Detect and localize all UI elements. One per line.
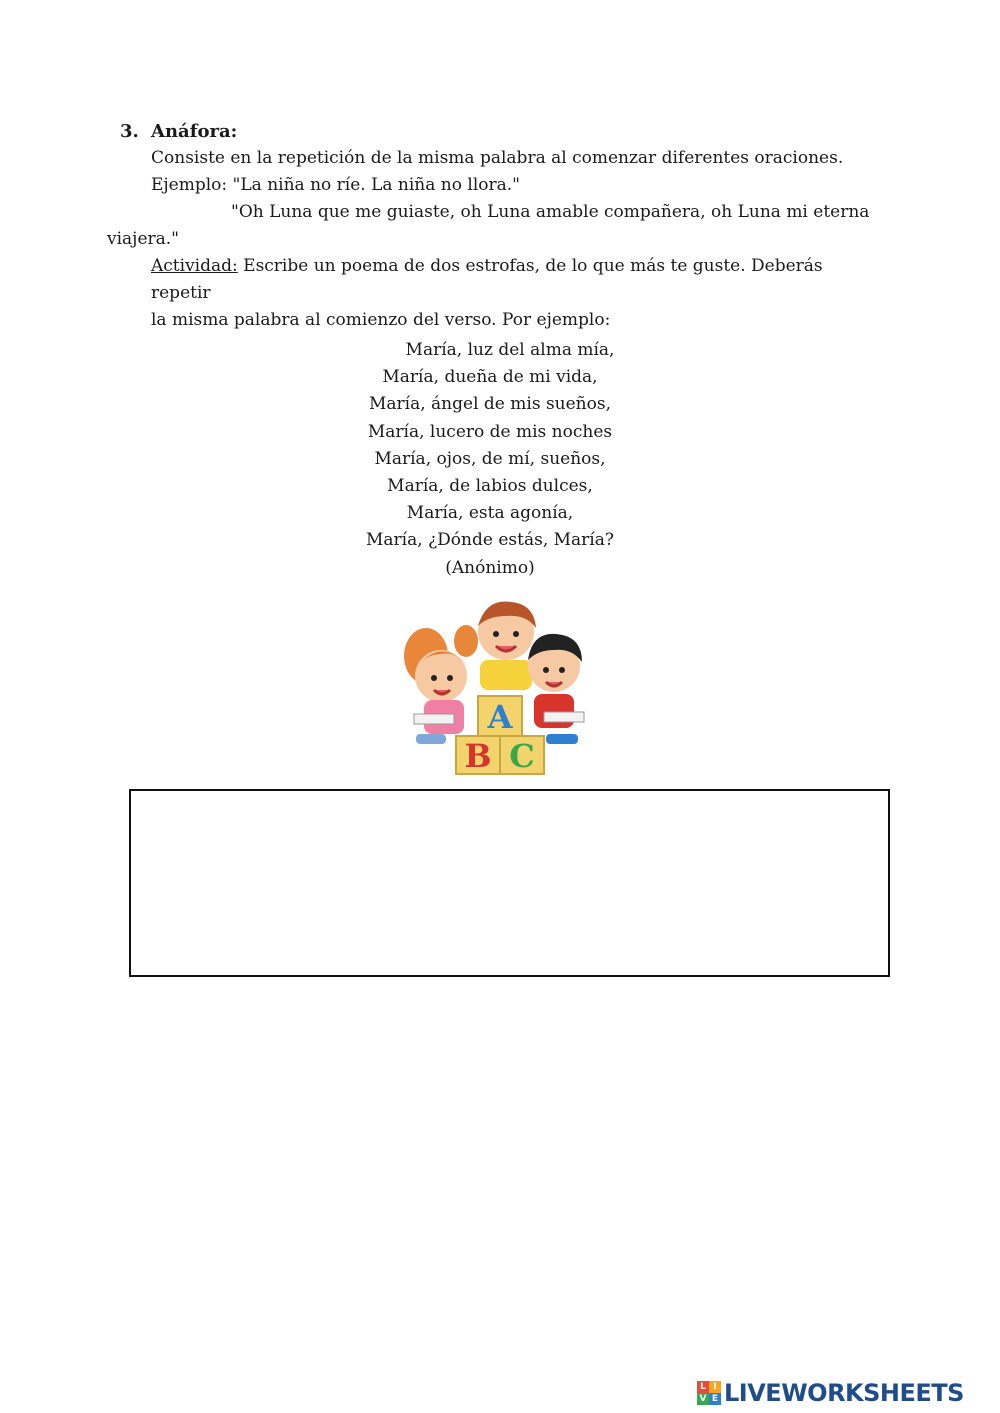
poem-answer-box[interactable] — [129, 789, 890, 977]
example-line-3: viajera." — [107, 229, 179, 249]
example-line-2: "Oh Luna que me guiaste, oh Luna amable compañera, oh Luna mi eterna — [231, 202, 870, 222]
section-title: Anáfora: — [151, 121, 238, 142]
example-poem — [300, 337, 680, 582]
section-heading — [120, 118, 880, 145]
block-b-letter: B — [464, 737, 492, 775]
liveworksheets-brand — [697, 1378, 964, 1408]
poem-line: María, ángel de mis sueños, — [369, 394, 611, 415]
activity-text-1: Escribe un poema de dos estrofas, de lo que más te guste. Deberás repetir — [151, 256, 823, 303]
poem-line: María, de labios dulces, — [387, 476, 593, 497]
block-a-letter: A — [487, 698, 513, 736]
kids-abc-blocks-icon — [396, 596, 590, 778]
logo-letter: L — [697, 1381, 709, 1393]
definition-text: Consiste en la repetición de la misma palabra al comenzar diferentes oraciones. — [151, 148, 844, 168]
activity-line-1 — [151, 253, 880, 307]
block-c-letter: C — [509, 737, 535, 775]
boy-center-figure — [478, 602, 536, 691]
logo-letter: E — [709, 1393, 721, 1405]
abc-blocks — [456, 696, 544, 775]
poem-line: María, dueña de mi vida, — [382, 367, 598, 388]
anaphora-section — [107, 118, 880, 334]
poem-line: María, esta agonía, — [406, 503, 574, 524]
logo-letter: V — [697, 1393, 709, 1405]
activity-line-2: la misma palabra al comienzo del verso. Por ejemplo: — [151, 310, 611, 330]
poem-line: María, lucero de mis noches — [367, 421, 613, 442]
poem-line: María, ojos, de mí, sueños, — [374, 448, 606, 469]
liveworksheets-logo-icon — [697, 1381, 721, 1405]
boy-right-figure — [528, 634, 584, 744]
brand-name: LIVEWORKSHEETS — [724, 1379, 964, 1407]
kids-abc-blocks-illustration — [396, 596, 590, 778]
activity-label: Actividad: — [151, 256, 238, 276]
poem-line: María, ¿Dónde estás, María? — [366, 530, 614, 551]
section-number: 3. — [120, 121, 139, 142]
example-line-1: Ejemplo: "La niña no ríe. La niña no llora." — [151, 175, 520, 195]
logo-letter: I — [709, 1381, 721, 1393]
girl-figure — [404, 625, 478, 744]
poem-author: (Anónimo) — [445, 557, 535, 578]
poem-line: María, luz del alma mía, — [405, 340, 615, 360]
